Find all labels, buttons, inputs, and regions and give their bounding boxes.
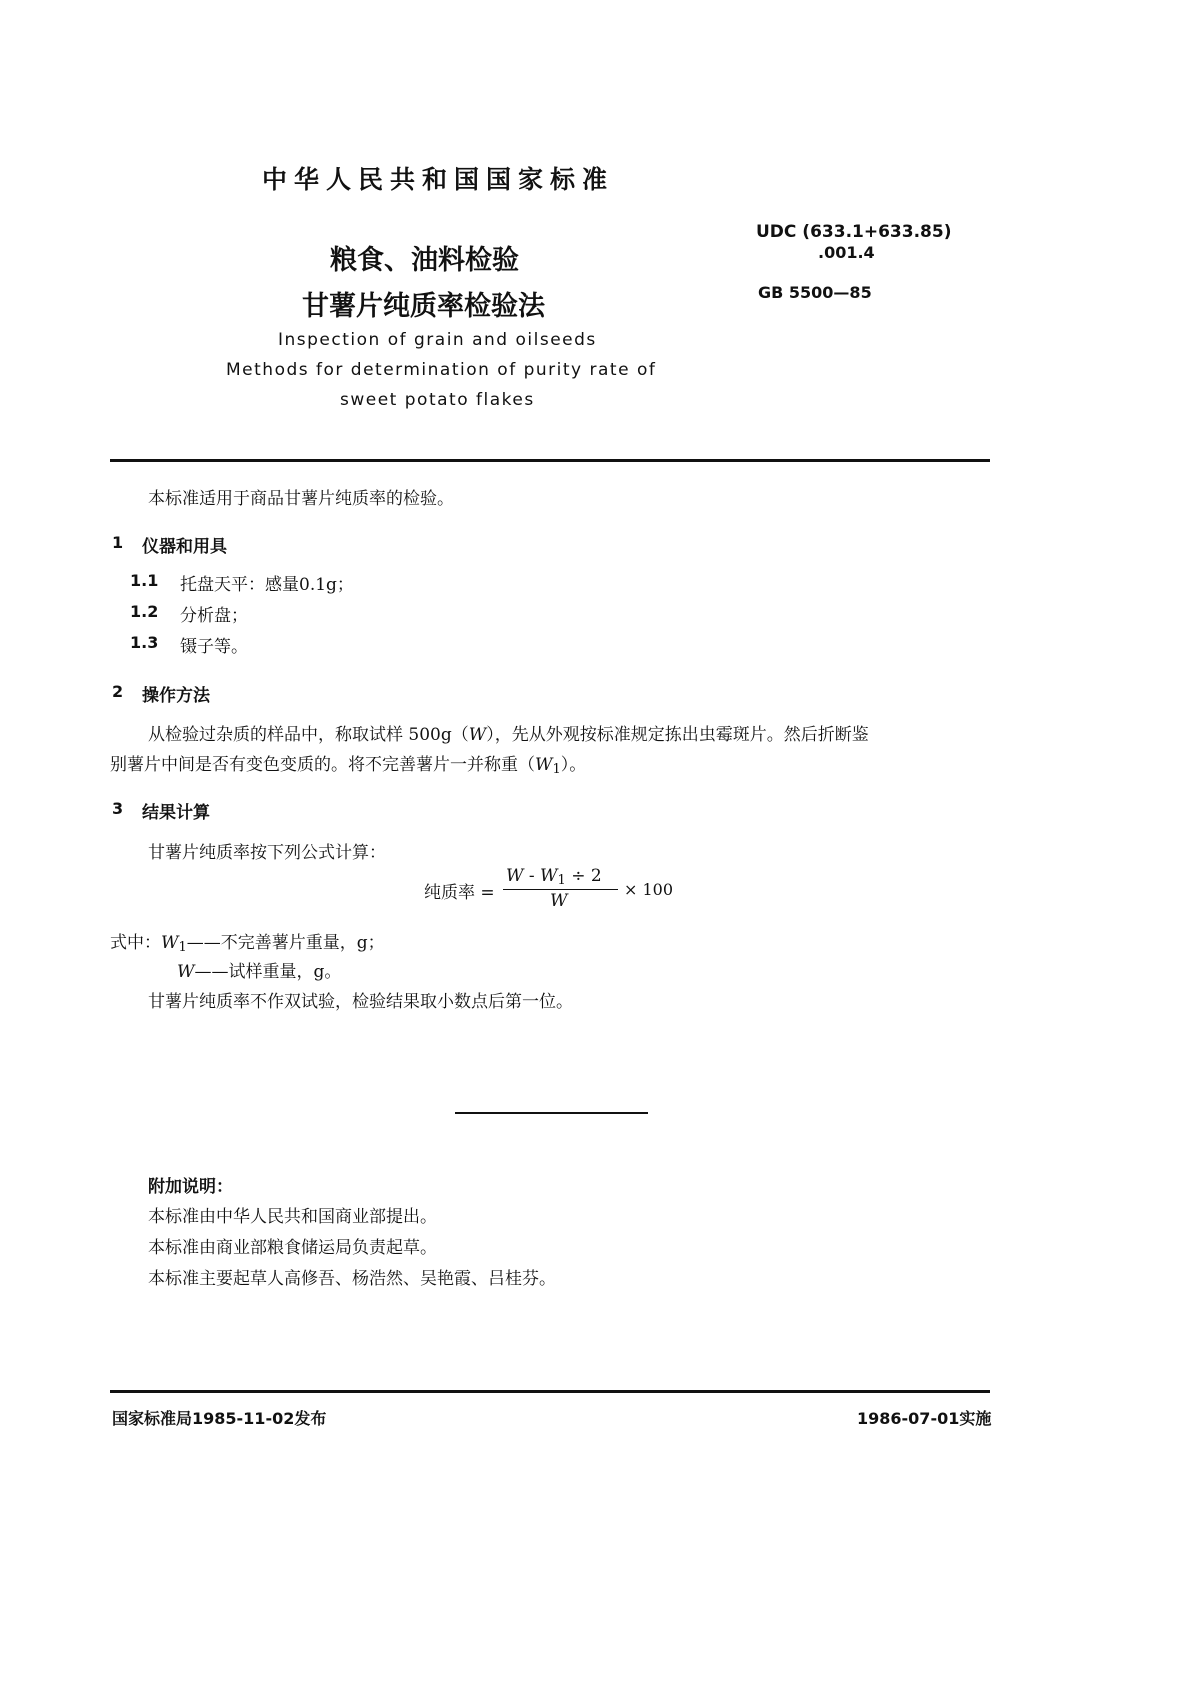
- item-1-1-text: 托盘天平：感量0.1g；: [180, 575, 354, 595]
- numerator-w1: W: [540, 866, 558, 886]
- section-2-paragraph-line-1: [148, 720, 869, 745]
- section-3-title: 结果计算: [142, 803, 210, 823]
- end-divider: [455, 1112, 648, 1114]
- formula-multiplier: × 100: [624, 880, 674, 899]
- where-w-definition: ——试样重量，g。: [194, 962, 342, 982]
- gb-number: GB 5500—85: [758, 283, 872, 302]
- section-3-number: 3: [112, 799, 124, 818]
- numerator-minus: -: [523, 866, 541, 886]
- where-w1-definition: ——不完善薯片重量，g；: [186, 933, 385, 953]
- item-1-3-text: 镊子等。: [180, 637, 248, 657]
- section-3-note: 甘薯片纯质率不作双试验，检验结果取小数点后第一位。: [148, 992, 573, 1012]
- formula-denominator: W: [550, 891, 568, 911]
- formula-intro: 甘薯片纯质率按下列公式计算：: [148, 843, 386, 863]
- para-line-1-end: ），先从外观按标准规定拣出虫霉斑片。然后折断鉴: [486, 725, 869, 745]
- where-w-var: W: [177, 962, 195, 982]
- english-title-line-3: sweet potato flakes: [340, 390, 535, 410]
- numerator-w1-subscript: 1: [557, 873, 566, 888]
- where-label: 式中：: [110, 933, 161, 953]
- appendix-title: 附加说明：: [148, 1177, 233, 1197]
- item-1-3-number: 1.3: [130, 633, 159, 652]
- appendix-line-1: 本标准由中华人民共和国商业部提出。: [148, 1207, 437, 1227]
- section-2-paragraph-line-2: [110, 750, 586, 777]
- formula-lhs: 纯质率 =: [424, 883, 495, 903]
- variable-w1: W: [535, 755, 553, 775]
- item-1-1-number: 1.1: [130, 571, 159, 590]
- para-line-2-start: 别薯片中间是否有变色变质的。将不完善薯片一并称重（: [110, 755, 535, 775]
- section-1-number: 1: [112, 533, 124, 552]
- item-1-2-number: 1.2: [130, 602, 159, 621]
- appendix-line-3: 本标准主要起草人高修吾、杨浩然、吴艳霞、吕桂芬。: [148, 1269, 556, 1289]
- where-w1-line: [110, 928, 385, 955]
- appendix-line-2: 本标准由商业部粮食储运局负责起草。: [148, 1238, 437, 1258]
- effective-date: 1986-07-01实施: [857, 1409, 992, 1428]
- national-standard-heading: 中华人民共和国国家标准: [262, 165, 615, 194]
- udc-line-1: UDC (633.1+633.85): [756, 222, 952, 242]
- udc-line-2: .001.4: [818, 243, 875, 262]
- para-line-2-end: ）。: [560, 755, 587, 775]
- item-1-2-text: 分析盘；: [180, 606, 248, 626]
- numerator-w: W: [506, 866, 524, 886]
- header-rule: [110, 459, 990, 462]
- title-line-2: 甘薯片纯质率检验法: [302, 291, 545, 322]
- formula-numerator: [506, 866, 602, 888]
- where-w1-var: W: [161, 933, 179, 953]
- section-2-title: 操作方法: [142, 686, 210, 706]
- english-title-line-1: Inspection of grain and oilseeds: [278, 330, 597, 350]
- english-title-line-2: Methods for determination of purity rate of: [226, 360, 657, 380]
- fraction-bar: [503, 889, 618, 890]
- numerator-divide-2: ÷ 2: [565, 866, 602, 886]
- issue-date: 国家标准局1985-11-02发布: [112, 1409, 327, 1428]
- where-w-line: [177, 957, 341, 982]
- variable-w: W: [468, 725, 487, 745]
- para-line-1-start: 从检验过杂质的样品中，称取试样 500g（: [148, 725, 469, 745]
- section-1-title: 仪器和用具: [142, 537, 227, 557]
- variable-w1-subscript: 1: [552, 762, 561, 777]
- section-2-number: 2: [112, 682, 124, 701]
- title-line-1: 粮食、油料检验: [330, 245, 519, 276]
- where-w1-subscript: 1: [178, 940, 187, 955]
- footer-rule: [110, 1390, 990, 1393]
- scope-text: 本标准适用于商品甘薯片纯质率的检验。: [148, 489, 454, 509]
